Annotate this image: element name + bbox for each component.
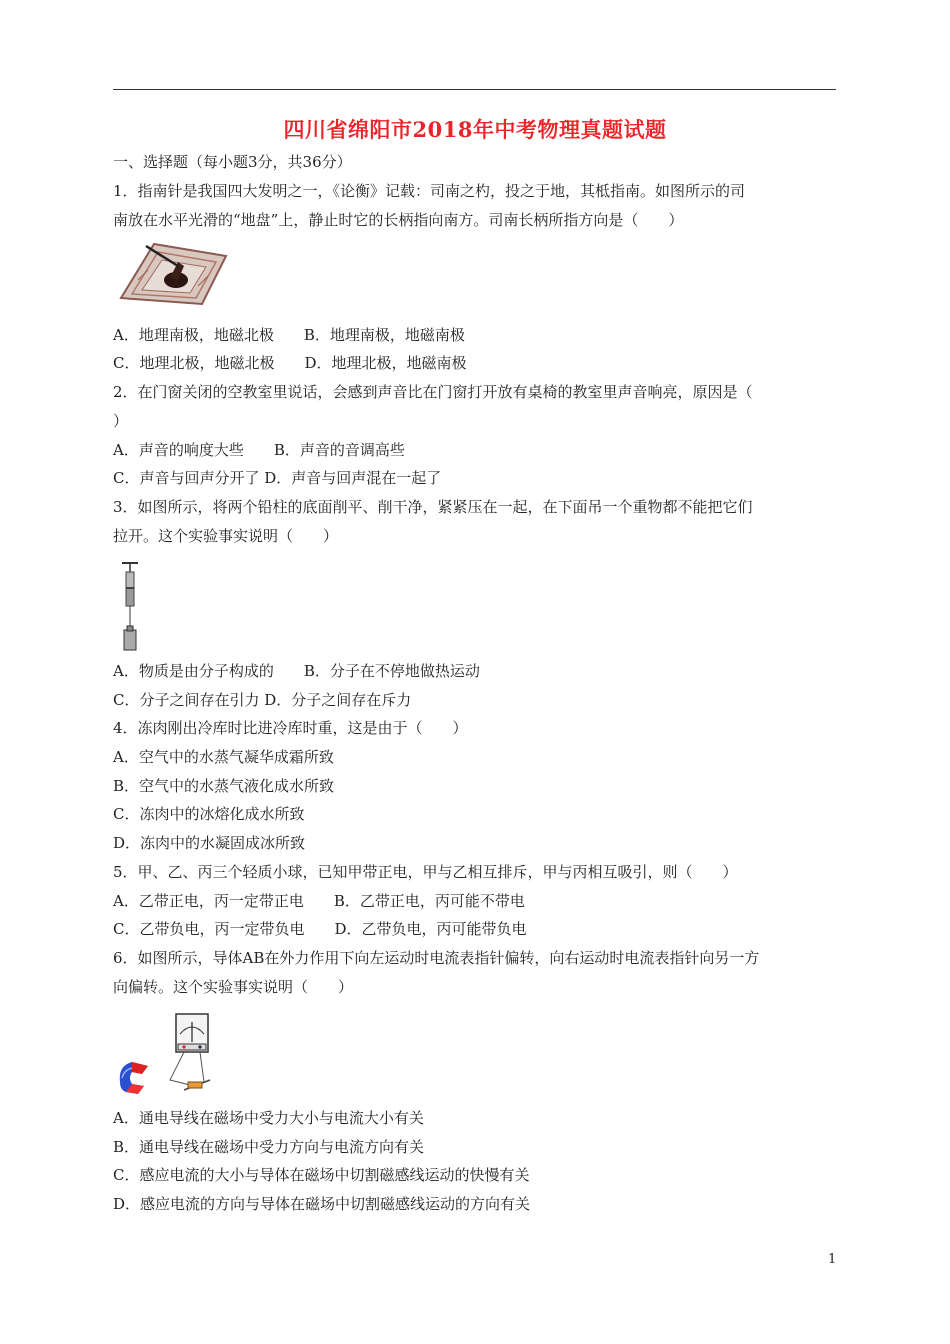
compass-sinan-figure [118,240,230,306]
q1-stem-line2: 南放在水平光滑的“地盘”上，静止时它的长柄指向南方。司南长柄所指方向是（ ） [113,211,684,229]
q6-option-c: C．感应电流的大小与导体在磁场中切割磁感线运动的快慢有关 [113,1166,530,1184]
q3-options-ab: A．物质是由分子构成的 B．分子在不停地做热运动 [113,662,480,680]
q6-stem-line2: 向偏转。这个实验事实说明（ ） [113,978,354,996]
page-title: 四川省绵阳市2018年中考物理真题试题 [283,117,667,142]
q6-option-b: B．通电导线在磁场中受力方向与电流方向有关 [113,1138,425,1156]
q5-stem: 5．甲、乙、丙三个轻质小球，已知甲带正电，甲与乙相互排斥，甲与丙相互吸引，则（ ） [113,863,738,881]
q3-options-cd: C．分子之间存在引力 D．分子之间存在斥力 [113,691,412,709]
q2-stem-line2: ） [113,412,129,430]
q4-option-c: C．冻肉中的冰熔化成水所致 [113,805,305,823]
q6-stem-line1: 6．如图所示，导体AB在外力作用下向左运动时电流表指针偏转，向右运动时电流表指针向另一方 [113,949,760,967]
q4-option-a: A．空气中的水蒸气凝华成霜所致 [113,748,334,766]
q6-option-d: D．感应电流的方向与导体在磁场中切割磁感线运动的方向有关 [113,1195,531,1213]
q3-stem-line2: 拉开。这个实验事实说明（ ） [113,527,339,545]
q5-options-cd: C．乙带负电，丙一定带负电 D．乙带负电，丙可能带负电 [113,920,527,938]
q6-option-a: A．通电导线在磁场中受力大小与电流大小有关 [113,1109,424,1127]
electromagnetic-induction-figure [114,1010,214,1100]
lead-cylinders-figure [118,560,144,654]
section-heading: 一、选择题（每小题3分，共36分） [113,153,352,171]
q4-stem: 4．冻肉刚出冷库时比进冷库时重，这是由于（ ） [113,719,468,737]
q2-options-ab: A．声音的响度大些 B．声音的音调高些 [113,441,405,459]
q3-stem-line1: 3．如图所示，将两个铅柱的底面削平、削干净，紧紧压在一起，在下面吊一个重物都不能把它们 [113,498,753,516]
q1-options-cd: C．地理北极，地磁北极 D．地理北极，地磁南极 [113,354,467,372]
page-number: 1 [828,1252,837,1267]
q4-option-b: B．空气中的水蒸气液化成水所致 [113,777,335,795]
q1-options-ab: A．地理南极，地磁北极 B．地理南极，地磁南极 [113,326,465,344]
header-rule [113,89,836,90]
q2-stem-line1: 2．在门窗关闭的空教室里说话，会感到声音比在门窗打开放有桌椅的教室里声音响亮，原因是（ [113,383,753,401]
q2-options-cd: C．声音与回声分开了 D．声音与回声混在一起了 [113,469,442,487]
q1-stem-line1: 1．指南针是我国四大发明之一，《论衡》记载：司南之杓，投之于地，其柢指南。如图所示的司 [113,182,746,200]
q5-options-ab: A．乙带正电，丙一定带正电 B．乙带正电，丙可能不带电 [113,892,525,910]
q4-option-d: D．冻肉中的水凝固成冰所致 [113,834,306,852]
